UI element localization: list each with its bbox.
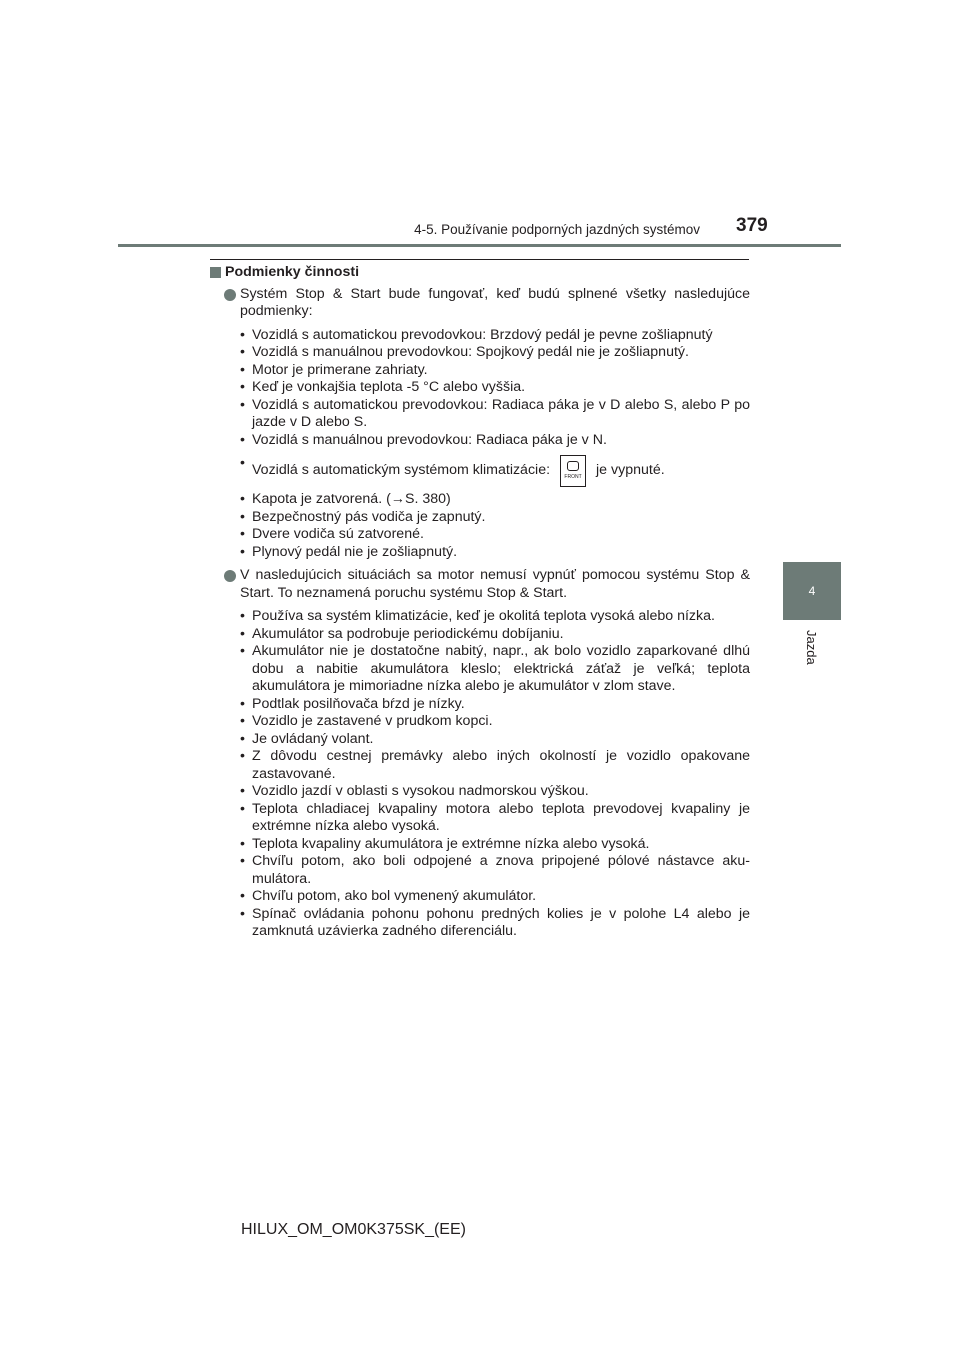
chapter-tab[interactable]: [783, 562, 841, 620]
section-rule: [210, 259, 749, 260]
header-rule: [118, 244, 841, 247]
document-code: HILUX_OM_OM0K375SK_(EE): [241, 1221, 466, 1238]
list-item: • Vozidlo jazdí v oblasti s vysokou nadmorskou výškou.: [240, 783, 750, 801]
list-item: • Motor je primerane zahriaty.: [240, 362, 750, 380]
list-item: • Teplota kvapaliny akumulátora je extrémne nízka alebo vysoká.: [240, 836, 750, 854]
header-section-title: 4-5. Používanie podporných jazdných systémov: [414, 222, 700, 237]
list-item: • Keď je vonkajšia teplota -5 °C alebo vyššia.: [240, 379, 750, 397]
condition-list: [210, 327, 750, 450]
list-item: • Spínač ovládania pohonu pohonu predných kolies je v polohe L4 alebo je zamknutá uzávierka zadného diferenciálu.: [240, 906, 750, 941]
list-item: • Chvíľu potom, ako boli odpojené a znova pripojené pólové nástavce aku-mulátora.: [240, 853, 750, 888]
list-item: • Vozidlo je zastavené v prudkom kopci.: [240, 713, 750, 731]
list-item: • Akumulátor sa podrobuje periodickému dobíjaniu.: [240, 626, 750, 644]
list-item: • Dvere vodiča sú zatvorené.: [240, 526, 750, 544]
list-item: • Je ovládaný volant.: [240, 731, 750, 749]
list-item: • Z dôvodu cestnej premávky alebo iných okolností je vozidlo opakovane zastavované.: [240, 748, 750, 783]
list-item: • Podtlak posilňovača bŕzd je nízky.: [240, 696, 750, 714]
exception-list: [210, 608, 750, 941]
exception-block-intro: V nasledujúcich situáciách sa motor nemusí vypnúť pomocou systému Stop & Start. To neznamená poruchu systému Stop & Start.: [210, 567, 750, 602]
list-item: • Vozidlá s automatickou prevodovkou: Radiaca páka je v D alebo S, alebo P po jazde v D alebo S.: [240, 397, 750, 432]
condition-block-intro: Systém Stop & Start bude fungovať, keď budú splnené všetky nasledujúce podmienky:: [210, 286, 750, 321]
page-number: 379: [736, 215, 768, 236]
list-item: • Vozidlá s automatickou prevodovkou: Brzdový pedál je pevne zošliapnutý: [240, 327, 750, 345]
chapter-label: Jazda: [804, 630, 819, 665]
chapter-number: 4: [808, 584, 816, 598]
list-item: • Akumulátor nie je dostatočne nabitý, napr., ak bolo vozidlo zaparkované dlhú dobu a nabitie akumulátora kleslo; elektrická záťaž je veľká; teplota akumulátora je mimoriadne nízka alebo je akumulátor v zlom stave.: [240, 643, 750, 696]
list-item: • Bezpečnostný pás vodiča je zapnutý.: [240, 509, 750, 527]
list-item: • Používa sa systém klimatizácie, keď je okolitá teplota vysoká alebo nízka.: [240, 608, 750, 626]
list-item: • Chvíľu potom, ako bol vymenený akumulátor.: [240, 888, 750, 906]
main-content: [210, 264, 750, 947]
climate-condition: • Vozidlá s automatickým systémom klimatizácie: FRONT je vypnuté.: [210, 455, 750, 487]
list-item: • Kapota je zatvorená. (→S. 380): [240, 491, 750, 509]
list-item: • Plynový pedál nie je zošliapnutý.: [240, 544, 750, 562]
list-item: • Vozidlá s manuálnou prevodovkou: Radiaca páka je v N.: [240, 432, 750, 450]
auto-climate-front-icon: FRONT: [560, 455, 586, 487]
section-heading: Podmienky činnosti: [210, 264, 750, 282]
condition-list: [210, 491, 750, 561]
list-item: • Vozidlá s manuálnou prevodovkou: Spojkový pedál nie je zošliapnutý.: [240, 344, 750, 362]
square-bullet-icon: [210, 267, 221, 278]
circle-bullet-icon: [224, 289, 236, 301]
circle-bullet-icon: [224, 570, 236, 582]
list-item: • Teplota chladiacej kvapaliny motora alebo teplota prevodovej kvapaliny je extrémne nízka alebo vysoká.: [240, 801, 750, 836]
